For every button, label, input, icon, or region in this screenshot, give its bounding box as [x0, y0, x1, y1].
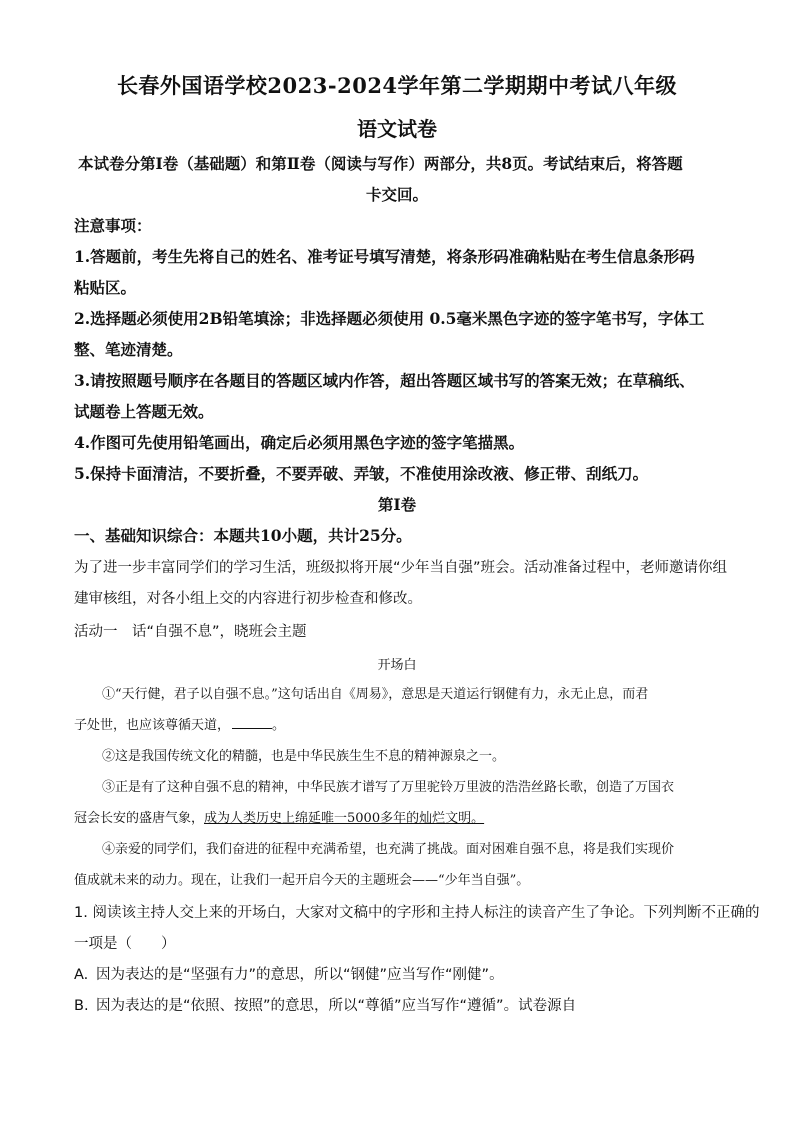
intro-line-2: 卡交回。: [365, 185, 428, 204]
question-1-option-a: [74, 963, 504, 984]
passage-p1-end: 。: [272, 718, 286, 733]
notice-item-2-line-2: 整、笔迹清楚。: [74, 340, 183, 359]
notice-item-3-line-1: 3.请按照题号顺序在各题目的答题区域内作答，超出答题区域书写的答案无效；在草稿纸、: [74, 371, 695, 390]
intro-line-1: 本试卷分第Ⅰ卷（基础题）和第Ⅱ卷（阅读与写作）两部分，共8页。考试结束后，将答题: [78, 154, 683, 173]
notice-item-4: 4.作图可先使用铅笔画出，确定后必须用黑色字迹的签字笔描黑。: [74, 433, 525, 452]
question-1-option-b: [74, 994, 576, 1015]
passage-p2: ②这是我国传统文化的精髓，也是中华民族生生不息的精神源泉之一。: [102, 749, 506, 764]
question-1-stem-line-2: 一项是（ ）: [74, 936, 176, 952]
section-heading: 一、基础知识综合：本题共10小题，共计25分。: [74, 526, 412, 545]
notice-item-1-line-2: 粘贴区。: [74, 278, 137, 297]
passage-p3-line-2: [74, 807, 484, 826]
option-b-label: B.: [74, 998, 89, 1014]
option-a-text: 因为表达的是“坚强有力”的意思，所以“钢健”应当写作“刚健”。: [96, 967, 504, 983]
notice-heading: 注意事项：: [74, 216, 152, 235]
passage-p1-line-1: ①“天行健，君子以自强不息。”这句话出自《周易》，意思是天道运行钢健有力，永无止息，而君: [102, 687, 649, 702]
passage-p3-text: 冠会长安的盛唐气象，: [74, 811, 205, 826]
option-b-text: 因为表达的是“依照、按照”的意思，所以“尊循”应当写作“遵循”。试卷源自: [96, 998, 577, 1014]
notice-item-1-line-1: 1.答题前，考生先将自己的姓名、准考证号填写清楚，将条形码准确粘贴在考生信息条形码: [74, 247, 695, 266]
exam-title: 长春外国语学校2023-2024学年第二学期期中考试八年级: [116, 73, 678, 98]
lead-line-1: 为了进一步丰富同学们的学习生活，班级拟将开展“少年当自强”班会。活动准备过程中，老师邀请你组: [74, 560, 728, 576]
passage-p4-line-2: 值成就未来的动力。现在，让我们一起开启今天的主题班会——“少年当自强”。: [74, 873, 530, 888]
lead-line-2: 建审核组，对各小组上交的内容进行初步检查和修改。: [74, 591, 422, 607]
notice-item-3-line-2: 试题卷上答题无效。: [74, 402, 214, 421]
passage-p4-line-1: ④亲爱的同学们，我们奋进的征程中充满希望，也充满了挑战。面对困难自强不息，将是我们实现价: [102, 842, 675, 857]
passage-title: 开场白: [377, 658, 417, 673]
passage-p1-line-2: [74, 714, 285, 733]
exam-subtitle: 语文试卷: [357, 117, 437, 141]
answer-blank: [232, 714, 272, 729]
passage-p3-line-1: ③正是有了这种自强不息的精神，中华民族才谱写了万里驼铃万里波的浩浩丝路长歌，创造了万国衣: [102, 780, 675, 795]
notice-item-2-line-1: 2.选择题必须使用2B铅笔填涂；非选择题必须使用 0.5毫米黑色字迹的签字笔书写，字体工: [74, 309, 705, 328]
part1-heading: 第Ⅰ卷: [377, 495, 417, 514]
activity-title: 活动一 话“自强不息”，晓班会主题: [74, 624, 307, 640]
passage-p1-text: 子处世，也应该尊循天道，: [74, 718, 231, 733]
question-1-stem-line-1: 1. 阅读该主持人交上来的开场白，大家对文稿中的字形和主持人标注的读音产生了争论。下列判断不正确的: [74, 905, 760, 921]
notice-item-5: 5.保持卡面清洁，不要折叠，不要弄破、弄皱，不准使用涂改液、修正带、刮纸刀。: [74, 464, 649, 483]
underlined-sentence: 成为人类历史上绵延唯一5000多年的灿烂文明。: [204, 811, 485, 826]
option-a-label: A.: [74, 967, 89, 983]
